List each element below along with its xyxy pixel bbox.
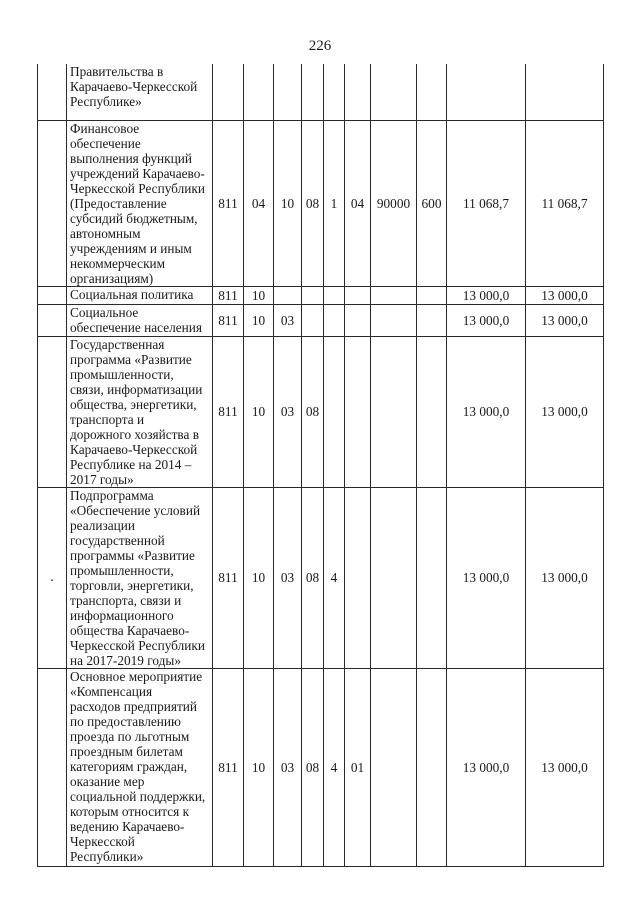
row-marker-cell: [38, 120, 67, 286]
code-expense-type: [417, 286, 447, 304]
code-subsection: [274, 64, 302, 120]
description-line: общества Карачаево-: [70, 622, 190, 638]
description-line: программы «Развитие: [70, 547, 195, 563]
description-line: программа «Развитие: [70, 351, 192, 367]
code-subprogram: [324, 336, 345, 487]
code-measure: [345, 336, 371, 487]
description-line: промышленности,: [70, 366, 174, 382]
description-line: Республике»: [70, 94, 142, 109]
code-program: 08: [302, 487, 324, 668]
code-direction: [371, 286, 417, 304]
amount-year-1: 13 000,0: [447, 336, 526, 487]
code-expense-type: [417, 668, 447, 866]
description-line: 2017 годы»: [70, 471, 134, 487]
table-row: [38, 64, 604, 120]
code-measure: [345, 304, 371, 336]
description-cell: [67, 286, 213, 304]
code-section: 10: [244, 286, 274, 304]
code-ministry: 811: [213, 336, 244, 487]
description-cell: [67, 668, 213, 866]
description-line: Государственная: [70, 336, 165, 352]
code-subprogram: 4: [324, 487, 345, 668]
code-direction: [371, 304, 417, 336]
row-marker-cell: [38, 286, 67, 304]
code-measure: 04: [345, 120, 371, 286]
description-line: связи, информатизации: [70, 381, 203, 397]
description-line: проезда по льготным: [70, 728, 190, 744]
description-line: Правительства в: [70, 64, 164, 79]
description-line: выполнения функций: [70, 150, 192, 166]
row-marker-cell: [38, 487, 67, 668]
description-line: категориям граждан,: [70, 758, 188, 774]
code-ministry: 811: [213, 487, 244, 668]
description-line: «Компенсация: [70, 683, 153, 699]
code-measure: 01: [345, 668, 371, 866]
code-program: [302, 64, 324, 120]
description-line: по предоставлению: [70, 713, 181, 729]
code-subsection: 03: [274, 487, 302, 668]
description-line: «Обеспечение условий: [70, 502, 201, 518]
code-expense-type: [417, 64, 447, 120]
description-line: Социальная политика: [70, 286, 194, 302]
description-line: (Предоставление: [70, 195, 167, 211]
description-line: транспорта, связи и: [70, 592, 182, 608]
description-line: торговли, энергетики,: [70, 577, 194, 593]
row-marker-cell: [38, 64, 67, 120]
code-subprogram: 4: [324, 668, 345, 866]
description-line: Черкесской: [70, 833, 135, 849]
amount-year-2: 13 000,0: [526, 304, 604, 336]
code-expense-type: [417, 487, 447, 668]
description-line: на 2017-2019 годы»: [70, 652, 182, 668]
description-line: учреждений Карачаево-: [70, 165, 205, 181]
description-line: ведению Карачаево-: [70, 818, 185, 834]
description-line: Карачаево-Черкесской: [70, 79, 198, 94]
code-measure: [345, 487, 371, 668]
description-line: обеспечение: [70, 135, 141, 151]
table-body: [38, 64, 604, 866]
description-line: государственной: [70, 532, 165, 548]
page-number: 226: [308, 38, 332, 54]
code-expense-type: 600: [417, 120, 447, 286]
description-line: расходов предприятий: [70, 698, 197, 714]
code-section: 10: [244, 668, 274, 866]
description-line: Республике на 2014 –: [70, 456, 192, 472]
code-measure: [345, 64, 371, 120]
code-section: 10: [244, 487, 274, 668]
code-expense-type: [417, 336, 447, 487]
code-section: 10: [244, 304, 274, 336]
amount-year-2: 13 000,0: [526, 487, 604, 668]
code-direction: 90000: [371, 120, 417, 286]
description-line: обеспечение населения: [70, 319, 202, 335]
code-subprogram: [324, 304, 345, 336]
code-direction: [371, 487, 417, 668]
row-marker-cell: [38, 304, 67, 336]
code-subprogram: [324, 286, 345, 304]
description-line: некоммерческим: [70, 255, 166, 271]
code-program: 08: [302, 336, 324, 487]
amount-year-2: [526, 64, 604, 120]
description-cell: [67, 120, 213, 286]
description-line: автономным: [70, 225, 141, 241]
description-cell: [67, 64, 213, 120]
code-section: 04: [244, 120, 274, 286]
code-subsection: 10: [274, 120, 302, 286]
description-line: организациям): [70, 270, 154, 286]
amount-year-1: 13 000,0: [447, 304, 526, 336]
amount-year-1: 13 000,0: [447, 286, 526, 304]
code-ministry: 811: [213, 120, 244, 286]
row-marker-cell: [38, 336, 67, 487]
amount-year-2: 13 000,0: [526, 668, 604, 866]
code-program: [302, 304, 324, 336]
amount-year-1: 13 000,0: [447, 668, 526, 866]
description-cell: [67, 487, 213, 668]
description-line: Основное мероприятие: [70, 668, 203, 684]
description-line: оказание мер: [70, 773, 145, 789]
description-line: Черкесской Республики: [70, 180, 205, 196]
description-line: Республики»: [70, 848, 144, 864]
table-row: [38, 668, 604, 866]
table-row: [38, 304, 604, 336]
row-marker-cell: [38, 668, 67, 866]
description-line: дорожного хозяйства в: [70, 426, 200, 442]
amount-year-1: 13 000,0: [447, 487, 526, 668]
description-line: Карачаево-Черкесской: [70, 441, 198, 457]
description-line: Финансовое: [70, 120, 140, 136]
code-ministry: 811: [213, 668, 244, 866]
code-subsection: [274, 286, 302, 304]
description-line: общества, энергетики,: [70, 396, 197, 412]
description-line: реализации: [70, 517, 135, 533]
description-line: промышленности,: [70, 562, 174, 578]
amount-year-2: 13 000,0: [526, 336, 604, 487]
description-line: субсидий бюджетным,: [70, 210, 198, 226]
code-expense-type: [417, 304, 447, 336]
row-marker: .: [50, 570, 54, 585]
amount-year-2: 13 000,0: [526, 286, 604, 304]
description-cell: [67, 336, 213, 487]
description-line: транспорта и: [70, 411, 145, 427]
code-subsection: 03: [274, 336, 302, 487]
budget-table: [37, 64, 604, 867]
code-program: 08: [302, 120, 324, 286]
description-line: которым относится к: [70, 803, 190, 819]
amount-year-1: 11 068,7: [447, 120, 526, 286]
description-line: Социальное: [70, 304, 139, 320]
code-ministry: 811: [213, 286, 244, 304]
description-cell: [67, 304, 213, 336]
code-direction: [371, 64, 417, 120]
code-program: 08: [302, 668, 324, 866]
code-subprogram: 1: [324, 120, 345, 286]
description-line: проездным билетам: [70, 743, 183, 759]
code-ministry: 811: [213, 304, 244, 336]
code-direction: [371, 668, 417, 866]
description-line: Черкесской Республики: [70, 637, 205, 653]
table-row: [38, 120, 604, 286]
code-subprogram: [324, 64, 345, 120]
description-line: Подпрограмма: [70, 487, 154, 503]
description-line: учреждениям и иным: [70, 240, 192, 256]
code-program: [302, 286, 324, 304]
amount-year-1: [447, 64, 526, 120]
code-subsection: 03: [274, 668, 302, 866]
code-direction: [371, 336, 417, 487]
table-row: [38, 487, 604, 668]
code-measure: [345, 286, 371, 304]
table-row: [38, 336, 604, 487]
table-row: [38, 286, 604, 304]
code-section: [244, 64, 274, 120]
code-subsection: 03: [274, 304, 302, 336]
description-line: социальной поддержки,: [70, 788, 206, 804]
amount-year-2: 11 068,7: [526, 120, 604, 286]
description-line: информационного: [70, 607, 174, 623]
code-ministry: [213, 64, 244, 120]
code-section: 10: [244, 336, 274, 487]
